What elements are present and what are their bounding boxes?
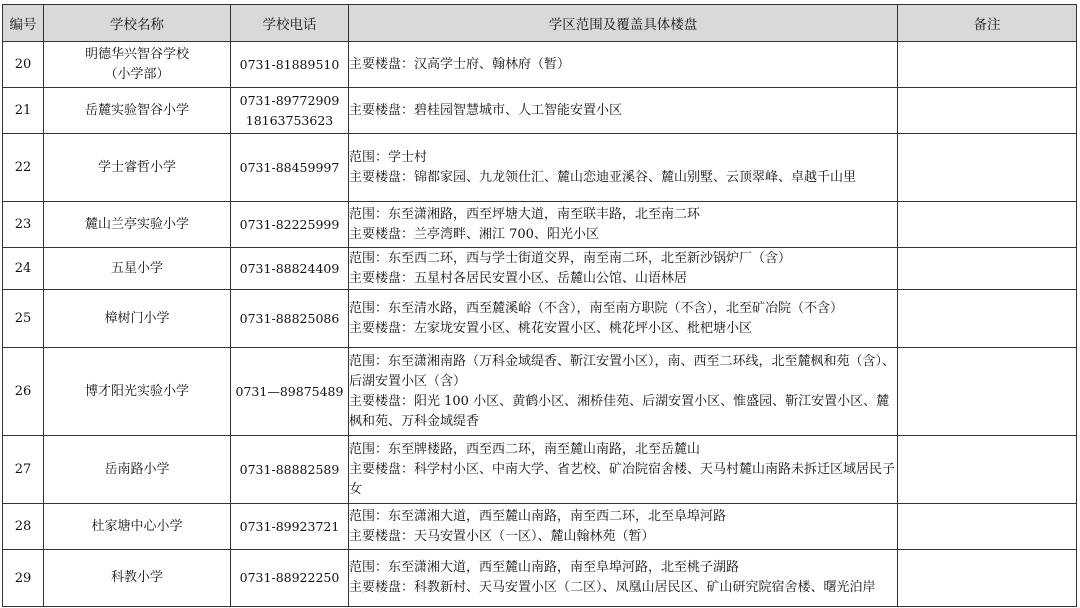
district-range-line: 范围：东至牌楼路，西至西二环，南至麓山南路，北至岳麓山 <box>349 441 701 457</box>
school-phone-line: 0731-88459997 <box>239 159 340 175</box>
table-row <box>3 504 1077 550</box>
district-range <box>349 88 898 134</box>
header-name: 学校名称 <box>44 5 231 42</box>
school-phone-line: 0731-88824409 <box>239 260 340 276</box>
district-range-line: 主要楼盘：天马安置小区（一区）、麓山翰林苑（暂） <box>349 528 655 544</box>
school-phone-line: 0731-88882589 <box>239 461 340 477</box>
school-name-line: 樟树门小学 <box>104 310 170 326</box>
school-name-line: 五星小学 <box>110 260 163 276</box>
district-range-line: 范围：东至清水路，西至麓溪峪（不含），南至南方职院（不含），北至矿冶院（不含） <box>349 300 844 316</box>
row-note <box>898 550 1077 607</box>
header-note: 备注 <box>898 5 1077 42</box>
district-range <box>349 436 898 504</box>
row-number: 26 <box>3 348 44 436</box>
table-row <box>3 134 1077 202</box>
row-note <box>898 436 1077 504</box>
school-phone <box>231 290 349 348</box>
school-phone <box>231 348 349 436</box>
district-range <box>349 290 898 348</box>
school-name-line: 麓山兰亭实验小学 <box>84 216 189 232</box>
table-row <box>3 348 1077 436</box>
header-row <box>3 5 1077 42</box>
school-name-line: 岳麓实验智谷小学 <box>84 102 189 118</box>
district-range-line: 范围：东至潇湘南路（万科金域缇香、靳江安置小区），南、西至二环线，北至麓枫和苑（含）、后湖安置小区（含） <box>349 353 896 389</box>
row-note <box>898 504 1077 550</box>
district-range-line: 主要楼盘：左家垅安置小区、桃花安置小区、桃花坪小区、枇杷塘小区 <box>349 320 753 336</box>
row-number: 27 <box>3 436 44 504</box>
school-name-line: 杜家塘中心小学 <box>91 518 183 534</box>
row-number: 22 <box>3 134 44 202</box>
school-name <box>44 88 231 134</box>
district-range <box>349 348 898 436</box>
district-range-line: 范围：学士村 <box>349 149 428 165</box>
district-range-line: 主要楼盘：五星村各居民安置小区、岳麓山公馆、山语林居 <box>349 270 688 286</box>
district-range-line: 范围：东至潇湘路，西至坪塘大道，南至联丰路，北至南二环 <box>349 206 701 222</box>
header-num: 编号 <box>3 5 44 42</box>
row-note <box>898 42 1077 88</box>
table-row <box>3 248 1077 290</box>
district-range-line: 主要楼盘：碧桂园智慧城市、人工智能安置小区 <box>349 102 623 118</box>
district-range-line: 范围：东至潇湘大道，西至麓山南路，南至阜埠河路，北至桃子湖路 <box>349 560 740 575</box>
school-phone-line: 0731-82225999 <box>239 216 340 232</box>
table-row <box>3 42 1077 88</box>
row-number: 20 <box>3 42 44 88</box>
district-range-line: 主要楼盘：汉高学士府、翰林府（暂） <box>349 56 571 72</box>
row-number: 21 <box>3 88 44 134</box>
table-row <box>3 88 1077 134</box>
row-number: 29 <box>3 550 44 607</box>
school-name-line: 博才阳光实验小学 <box>84 383 189 399</box>
district-range <box>349 550 898 607</box>
school-phone <box>231 202 349 248</box>
table-body <box>3 42 1077 607</box>
table-row <box>3 202 1077 248</box>
school-district-table <box>2 4 1077 607</box>
school-name <box>44 202 231 248</box>
row-note <box>898 202 1077 248</box>
school-name-line: （小学部） <box>104 66 170 82</box>
school-name <box>44 134 231 202</box>
school-name <box>44 550 231 607</box>
school-phone-line: 0731-89923721 <box>239 518 340 534</box>
district-range-line: 范围：东至西二环，西与学士街道交界，南至南二环，北至新沙锅炉厂（含） <box>349 250 792 266</box>
school-phone <box>231 134 349 202</box>
school-phone <box>231 436 349 504</box>
row-number: 28 <box>3 504 44 550</box>
school-name <box>44 290 231 348</box>
school-name <box>44 504 231 550</box>
school-name-line: 岳南路小学 <box>104 461 170 477</box>
school-phone <box>231 42 349 88</box>
school-phone <box>231 550 349 607</box>
district-range <box>349 248 898 290</box>
district-range-line: 范围：东至潇湘大道，西至麓山南路，南至西二环，北至阜埠河路 <box>349 508 727 524</box>
school-phone-line: 18163753623 <box>245 112 334 128</box>
school-phone <box>231 88 349 134</box>
row-number: 24 <box>3 248 44 290</box>
row-note <box>898 248 1077 290</box>
district-range-line: 主要楼盘：科教新村、天马安置小区（二区）、凤凰山居民区、矿山研究院宿舍楼、曙光泊岸 <box>349 580 876 595</box>
row-number: 23 <box>3 202 44 248</box>
school-phone-line: 0731—89875489 <box>235 383 344 399</box>
school-name <box>44 348 231 436</box>
school-name-line: 学士睿哲小学 <box>97 159 176 175</box>
school-name <box>44 248 231 290</box>
row-note <box>898 134 1077 202</box>
district-range <box>349 42 898 88</box>
district-range-line: 主要楼盘：锦都家园、九龙领仕汇、麓山恋迪亚溪谷、麓山别墅、云顶翠峰、卓越千山里 <box>349 169 857 185</box>
district-range <box>349 134 898 202</box>
school-phone <box>231 248 349 290</box>
header-phone: 学校电话 <box>231 5 349 42</box>
row-number: 25 <box>3 290 44 348</box>
school-name-line: 明德华兴智谷学校 <box>84 46 189 62</box>
school-phone <box>231 504 349 550</box>
row-note <box>898 348 1077 436</box>
table-row <box>3 436 1077 504</box>
school-phone-line: 0731-89772909 <box>239 92 340 108</box>
district-range-line: 主要楼盘：科学村小区、中南大学、省艺校、矿冶院宿舍楼、天马村麓山南路未拆迁区域居民子女 <box>349 461 896 497</box>
table-row <box>3 290 1077 348</box>
district-range-line: 主要楼盘：兰亭湾畔、湘江 700、阳光小区 <box>349 226 599 242</box>
table-row <box>3 550 1077 607</box>
district-range <box>349 504 898 550</box>
district-range-line: 主要楼盘：阳光 100 小区、黄鹤小区、湘桥佳苑、后湖安置小区、惟盛园、靳江安置小区、麓枫和苑、万科金域缇香 <box>349 393 890 429</box>
school-name-line: 科教小学 <box>110 570 163 585</box>
school-phone-line: 0731-88825086 <box>239 310 340 326</box>
row-note <box>898 88 1077 134</box>
school-name <box>44 436 231 504</box>
district-range <box>349 202 898 248</box>
header-area: 学区范围及覆盖具体楼盘 <box>349 5 898 42</box>
school-phone-line: 0731-88922250 <box>239 570 340 585</box>
row-note <box>898 290 1077 348</box>
school-phone-line: 0731-81889510 <box>239 56 340 72</box>
school-name <box>44 42 231 88</box>
